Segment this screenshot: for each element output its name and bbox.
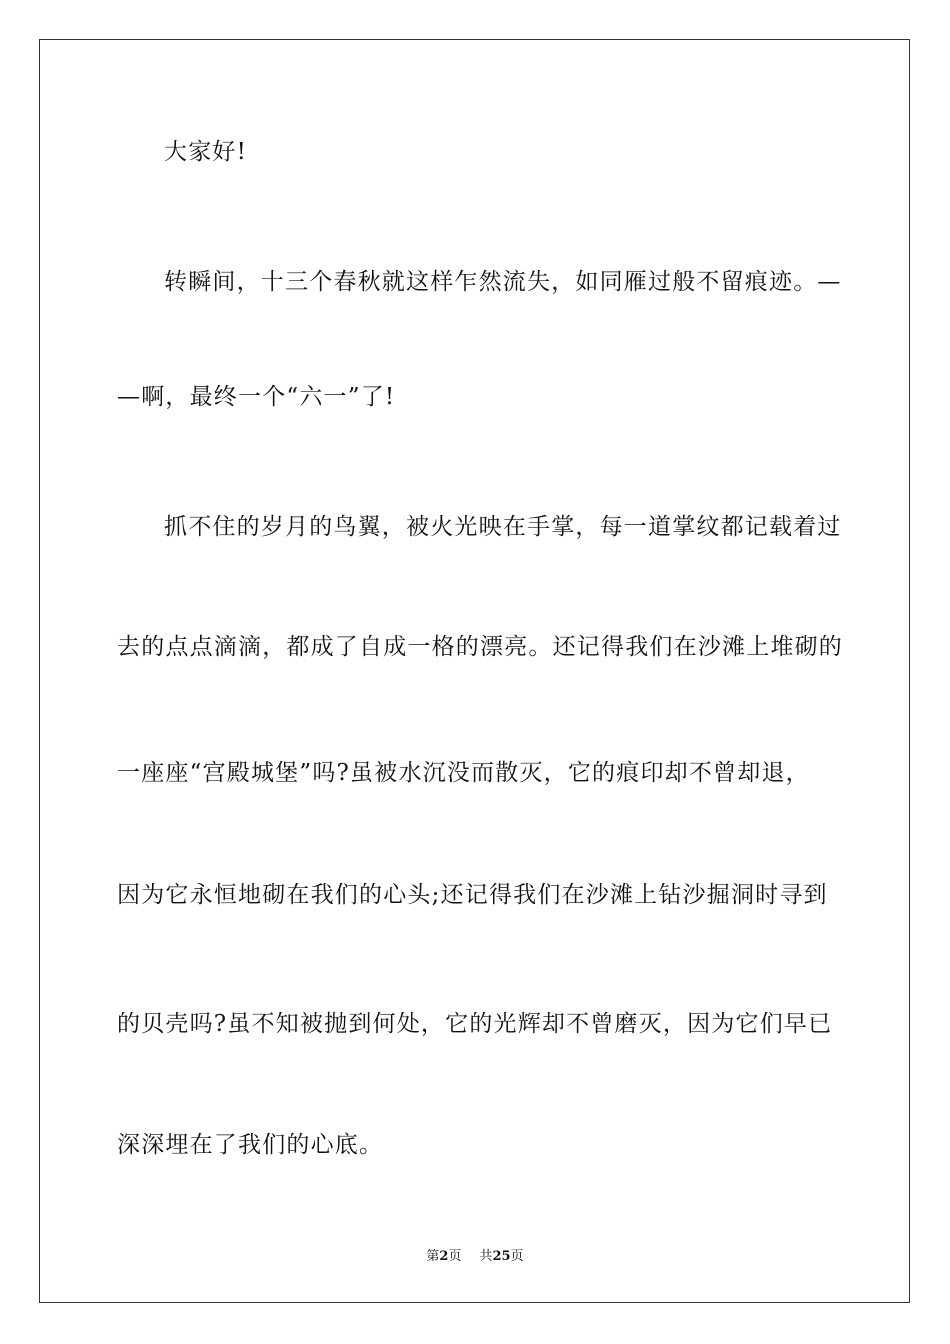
paragraph-line: 转瞬间，十三个春秋就这样乍然流失，如同雁过般不留痕迹。— xyxy=(164,269,842,295)
paragraph-line: 的贝壳吗?虽不知被抛到何处，它的光辉却不曾磨灭，因为它们早已 xyxy=(117,1011,833,1037)
page-prefix: 第 xyxy=(426,1249,440,1264)
page-footer xyxy=(0,1248,950,1266)
paragraph-line: 因为它永恒地砌在我们的心头;还记得我们在沙滩上钻沙掘洞时寻到 xyxy=(117,882,828,908)
paragraph-line: 一座座“宫殿城堡”吗?虽被水沉没而散灭，它的痕印却不曾却退， xyxy=(117,760,810,786)
paragraph-line: 去的点点滴滴，都成了自成一格的漂亮。还记得我们在沙滩上堆砌的 xyxy=(117,634,843,660)
total-pages: 25 xyxy=(492,1249,511,1264)
greeting-line: 大家好! xyxy=(164,139,248,165)
page-frame xyxy=(39,39,910,1303)
paragraph-line: —啊，最终一个“六一”了! xyxy=(117,384,396,410)
paragraph-line: 深深埋在了我们的心底。 xyxy=(117,1132,384,1158)
page-number: 2 xyxy=(439,1249,449,1264)
page-suffix: 页 xyxy=(448,1249,462,1264)
total-suffix: 页 xyxy=(510,1249,524,1264)
paragraph-line: 抓不住的岁月的鸟翼，被火光映在手掌，每一道掌纹都记载着过 xyxy=(164,514,842,540)
total-prefix: 共 xyxy=(479,1249,493,1264)
